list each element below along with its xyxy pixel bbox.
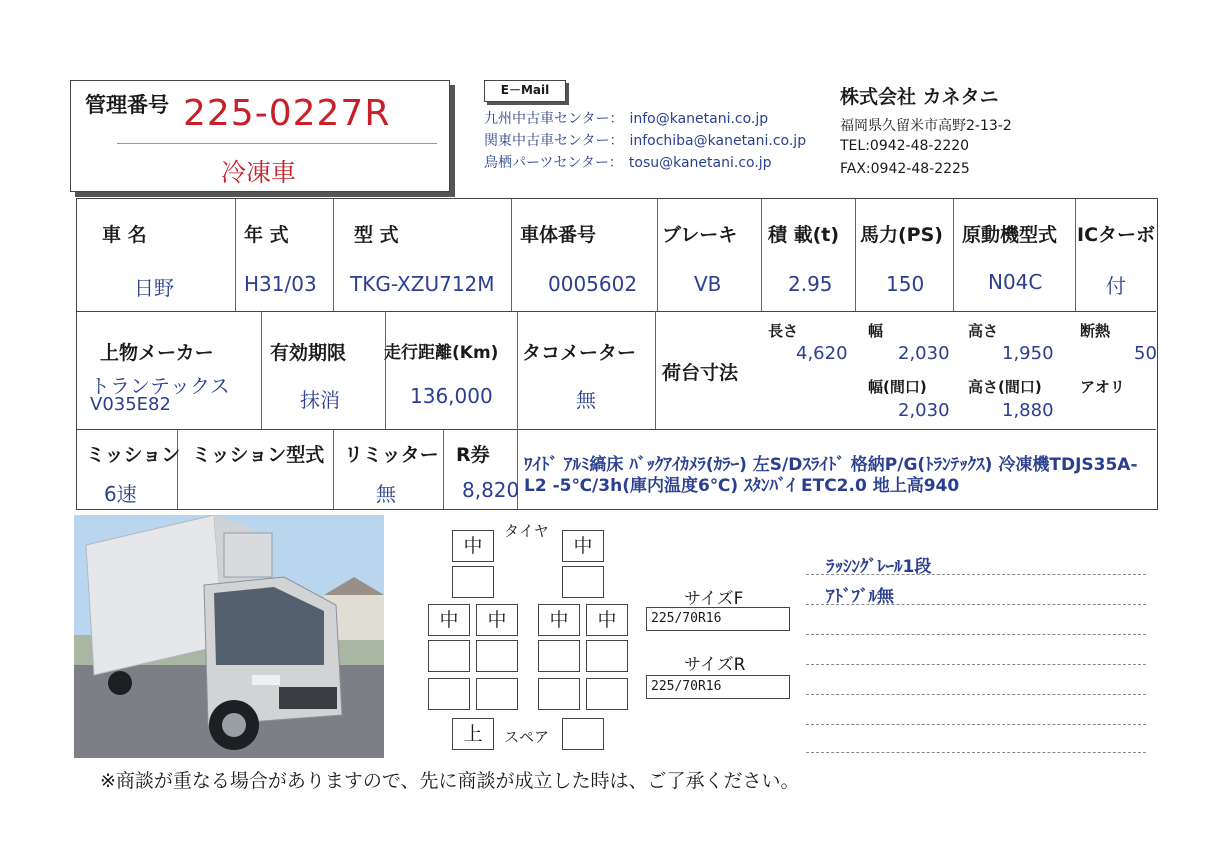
email-entry [484,152,772,172]
tire-slot [476,640,518,672]
tire-front-left: 中 [452,530,494,562]
value-model: TKG-XZU712M [350,272,495,296]
header-mileage: 走行距離(Km) [384,343,499,363]
value-body-model: V035E82 [90,394,171,415]
value-r-ticket: 8,820 [462,478,520,502]
dim-value-insulation: 50 [1134,343,1157,364]
dim-value-width: 2,030 [898,343,950,364]
email-entry [484,108,768,128]
note-rule [806,574,1146,575]
dim-label-insulation: 断熱 [1080,322,1111,340]
tire-spare: 上 [452,718,494,750]
value-limiter: 無 [376,482,396,506]
email-address[interactable]: info@kanetani.co.jp [629,111,769,127]
value-year: H31/03 [244,272,317,296]
dim-value-height: 1,950 [1002,343,1054,364]
spare-label: スペア [504,728,550,746]
value-chassis-number: 0005602 [548,272,638,296]
value-engine-model: N04C [988,270,1043,294]
note-item: ﾗｯｼﾝｸﾞﾚｰﾙ1段 [826,557,932,577]
dim-label-aori: アオリ [1080,378,1125,396]
center-name: 九州中古車センター： [484,111,624,127]
center-name: 関東中古車センター： [484,133,624,149]
dim-label-width: 幅 [868,322,884,340]
header-mission-type: ミッション型式 [192,444,325,466]
email-entry [484,130,806,150]
footer-note: ※商談が重なる場合がありますので、先に商談が成立した時は、ご了承ください。 [100,770,800,792]
header-body-maker: 上物メーカー [100,342,214,364]
header-expiry: 有効期限 [270,342,347,364]
size-rear-label: サイズR [684,655,746,675]
note-item: ｱﾄﾞﾌﾞﾙ無 [826,587,894,607]
header-chassis-number: 車体番号 [520,224,597,246]
email-address[interactable]: infochiba@kanetani.co.jp [629,133,807,149]
management-label: 管理番号 [85,93,169,117]
tire-front-right: 中 [562,530,604,562]
remarks: ﾜｲﾄﾞ ｱﾙﾐ縞床 ﾊﾞｯｸｱｲｶﾒﾗ(ｶﾗｰ) 左S/Dｽﾗｲﾄﾞ 格納P/G(ﾄﾗﾝﾃｯｸｽ) 冷凍機TDJS35A-L2 -5℃/3h(庫内温度6℃) ｽﾀﾝﾊﾞｲ ETC2.0 地上高940 [524,455,1138,496]
note-rule [806,634,1146,635]
tire-slot [538,678,580,710]
tire-label: タイヤ [504,522,549,540]
management-number: 225-0227R [183,93,391,134]
tire-rear: 中 [476,604,518,636]
header-engine-model: 原動機型式 [962,224,1058,246]
value-brake: VB [694,272,722,296]
value-ic-turbo: 付 [1106,274,1126,298]
management-box [70,80,450,192]
header-load: 積 載(t) [768,224,840,246]
tire-slot [562,718,604,750]
header-brake: ブレーキ [662,224,738,246]
dim-label-opening-width: 幅(間口) [868,378,927,396]
dim-label-height: 高さ [968,322,999,340]
company-name: 株式会社 カネタニ [840,86,999,108]
tire-slot [428,678,470,710]
header-limiter: リミッター [344,444,439,466]
header-car-name: 車 名 [102,224,147,246]
dim-value-length: 4,620 [796,343,848,364]
value-load: 2.95 [788,272,833,296]
value-horsepower: 150 [886,272,925,296]
tire-slot [586,640,628,672]
size-front-value: 225/70R16 [646,607,790,631]
tire-slot [562,566,604,598]
company-tel: TEL:0942-48-2220 [840,138,970,154]
tire-slot [452,566,494,598]
dim-label-length: 長さ [768,322,799,340]
truck-photo [74,515,384,758]
tire-slot [476,678,518,710]
value-expiry: 抹消 [300,388,340,412]
tire-slot [538,640,580,672]
header-model: 型 式 [354,224,399,246]
dim-label-opening-height: 高さ(間口) [968,378,1042,396]
header-mission: ミッション [86,444,181,466]
header-year: 年 式 [244,224,289,246]
company-address: 福岡県久留米市高野2-13-2 [840,118,1012,134]
note-rule [806,604,1146,605]
email-label-box: E－Mail [484,80,566,102]
note-rule [806,664,1146,665]
value-car-name: 日野 [134,276,174,300]
company-fax: FAX:0942-48-2225 [840,161,970,177]
note-rule [806,694,1146,695]
value-mileage: 136,000 [410,384,493,408]
note-rule [806,752,1146,753]
value-mission: 6速 [104,482,137,506]
divider [117,143,437,144]
center-name: 鳥栖パーツセンター： [484,155,623,171]
value-tachometer: 無 [576,388,596,412]
dim-value-opening-width: 2,030 [898,400,950,421]
header-horsepower: 馬力(PS) [860,224,943,246]
note-rule [806,724,1146,725]
vehicle-type: 冷凍車 [221,158,297,187]
header-ic-turbo: ICターボ [1077,224,1156,246]
value-body-maker: トランテックス [90,374,230,398]
tire-rear: 中 [586,604,628,636]
header-tachometer: タコメーター [522,342,637,364]
tire-rear: 中 [538,604,580,636]
dim-value-opening-height: 1,880 [1002,400,1054,421]
cargo-dims-label: 荷台寸法 [662,362,739,384]
tire-slot [428,640,470,672]
email-address[interactable]: tosu@kanetani.co.jp [628,155,772,171]
tire-rear: 中 [428,604,470,636]
tire-slot [586,678,628,710]
size-rear-value: 225/70R16 [646,675,790,699]
header-r-ticket: R券 [456,444,490,466]
size-front-label: サイズF [684,589,744,609]
